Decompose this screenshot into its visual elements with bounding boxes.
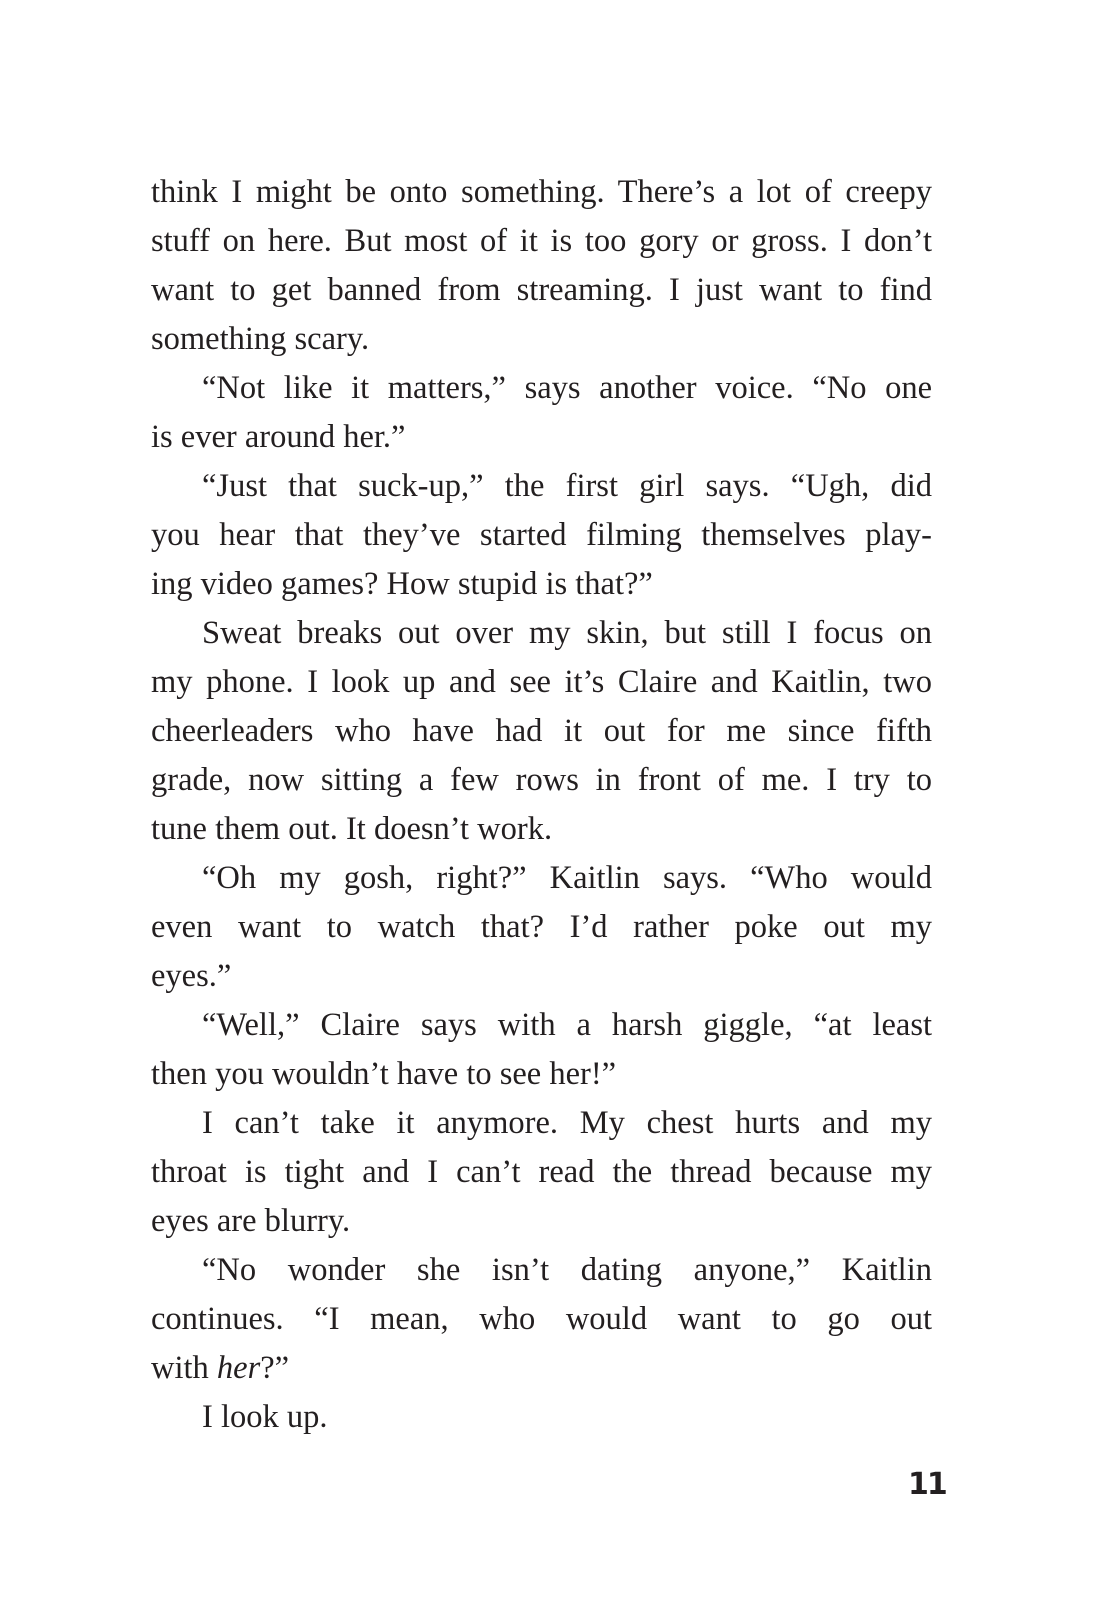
text-line: stuff on here. But most of it is too gory or gross. I don’t (151, 223, 932, 259)
text-line: eyes.” (151, 958, 232, 994)
text-line: think I might be onto something. There’s a lot of creepy (151, 174, 932, 210)
text-line: you hear that they’ve started filming themselves play- (151, 517, 932, 553)
text-line: cheerleaders who have had it out for me since fifth (151, 713, 932, 749)
text-line: “Not like it matters,” says another voice. “No one (202, 370, 932, 406)
text-line: something scary. (151, 321, 370, 357)
page-number: 11 (908, 1467, 946, 1502)
body-text (151, 168, 932, 1442)
text-line: ing video games? How stupid is that?” (151, 566, 653, 602)
text-line: “Oh my gosh, right?” Kaitlin says. “Who would (202, 860, 932, 896)
text-line: continues. “I mean, who would want to go out (151, 1301, 932, 1337)
text-line: then you wouldn’t have to see her!” (151, 1056, 617, 1092)
text-line: my phone. I look up and see it’s Claire and Kaitlin, two (151, 664, 932, 700)
text-line: “No wonder she isn’t dating anyone,” Kaitlin (202, 1252, 932, 1288)
text-line: even want to watch that? I’d rather poke out my (151, 909, 932, 945)
text-line: grade, now sitting a few rows in front of me. I try to (151, 762, 932, 798)
text-fragment: ?” (260, 1350, 290, 1386)
text-line: want to get banned from streaming. I just want to find (151, 272, 932, 308)
text-line: is ever around her.” (151, 419, 406, 455)
italic-emphasis: her (216, 1350, 261, 1386)
text-line: I can’t take it anymore. My chest hurts and my (202, 1105, 932, 1141)
text-line: Sweat breaks out over my skin, but still I focus on (202, 615, 932, 651)
text-line: “Just that suck-up,” the first girl says. “Ugh, did (202, 468, 932, 504)
text-fragment: with (151, 1350, 217, 1386)
text-line (151, 1344, 932, 1393)
text-line: tune them out. It doesn’t work. (151, 811, 553, 847)
text-line: “Well,” Claire says with a harsh giggle, “at least (202, 1007, 932, 1043)
text-line: eyes are blurry. (151, 1203, 351, 1239)
text-line: throat is tight and I can’t read the thread because my (151, 1154, 932, 1190)
text-line: I look up. (202, 1399, 328, 1435)
